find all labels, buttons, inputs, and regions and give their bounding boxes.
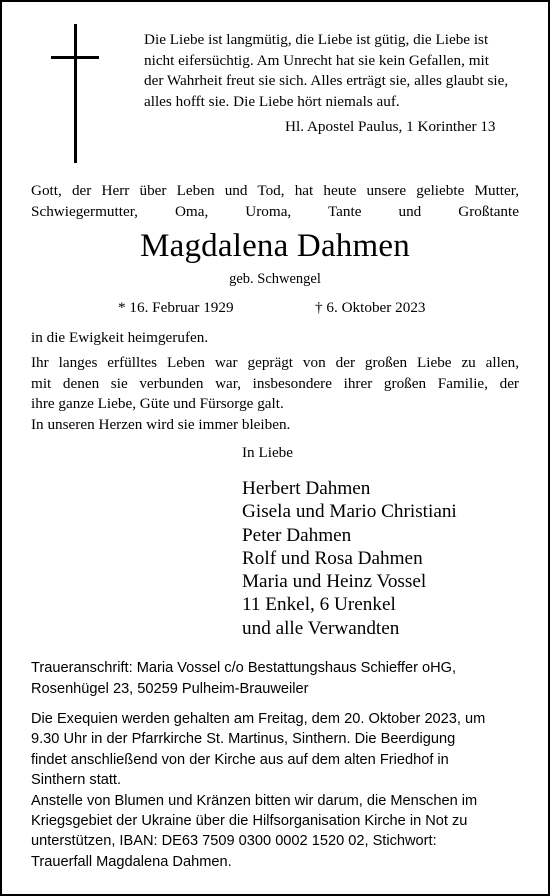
service-line: Trauerfall Magdalena Dahmen. [31, 853, 232, 870]
service-line: findet anschließend von der Kirche aus auf dem alten Friedhof in [31, 751, 449, 768]
signer: Peter Dahmen [242, 524, 352, 546]
bible-quote [144, 30, 508, 112]
signer: und alle Verwandten [242, 617, 400, 639]
life-line: ihre ganze Liebe, Güte und Fürsorge galt. [31, 395, 284, 412]
intro-line: Gott, der Herr über Leben und Tod, hat heute unsere geliebte Mutter, [31, 182, 519, 199]
service-line: Sinthern statt. [31, 772, 122, 789]
quote-line: der Wahrheit freut sie sich. Alles erträgt sie, alles glaubt sie, [144, 72, 509, 90]
death-date: † 6. Oktober 2023 [315, 299, 426, 316]
service-line: Die Exequien werden gehalten am Freitag, dem 20. Oktober 2023, um [31, 711, 486, 727]
service-line: 9.30 Uhr in der Pfarrkirche St. Martinus, Sinthern. Die Beerdigung [31, 731, 456, 748]
signer: Rolf und Rosa Dahmen [242, 547, 423, 569]
in-love-label: In Liebe [242, 444, 294, 461]
quote-source: Hl. Apostel Paulus, 1 Korinther 13 [285, 118, 496, 135]
funeral-address [31, 658, 456, 699]
signer: Gisela und Mario Christiani [242, 501, 457, 523]
service-line: unterstützen, IBAN: DE63 7509 0300 0002 1520 02, Stichwort: [31, 833, 437, 850]
signer: Herbert Dahmen [242, 478, 371, 499]
service-line: Anstelle von Blumen und Kränzen bitten wir darum, die Menschen im [31, 792, 478, 809]
called-text: in die Ewigkeit heimgerufen. [31, 329, 209, 346]
birth-name: geb. Schwengel [229, 271, 321, 287]
service-line: Kriegsgebiet der Ukraine über die Hilfsorganisation Kirche in Not zu [31, 813, 468, 830]
cross-vertical-bar [74, 24, 77, 163]
intro-text [31, 181, 519, 222]
deceased-name: Magdalena Dahmen [140, 228, 410, 264]
quote-line: alles hofft sie. Die Liebe hört niemals auf. [144, 92, 400, 110]
life-line: mit denen sie verbunden war, insbesondere ihrer großen Familie, der [31, 374, 519, 392]
signers-list [242, 477, 457, 640]
address-line: Traueranschrift: Maria Vossel c/o Bestattungshaus Schieffer oHG, [31, 660, 457, 676]
address-line: Rosenhügel 23, 50259 Pulheim-Brauweiler [31, 680, 309, 697]
birth-date: * 16. Februar 1929 [118, 299, 234, 316]
quote-line: Die Liebe ist langmütig, die Liebe ist gütig, die Liebe ist [144, 31, 489, 48]
intro-line: Schwiegermutter, Oma, Uroma, Tante und Großtante [31, 202, 519, 220]
closing-line: In unseren Herzen wird sie immer bleiben. [31, 415, 291, 433]
quote-line: nicht eifersüchtig. Am Unrecht hat sie kein Gefallen, mit [144, 51, 489, 69]
life-text [31, 353, 519, 435]
cross-horizontal-bar [51, 56, 99, 59]
signer: 11 Enkel, 6 Urenkel [242, 594, 396, 616]
life-line: Ihr langes erfülltes Leben war geprägt von der großen Liebe zu allen, [31, 354, 519, 371]
service-details [31, 709, 519, 872]
signer: Maria und Heinz Vossel [242, 571, 427, 593]
